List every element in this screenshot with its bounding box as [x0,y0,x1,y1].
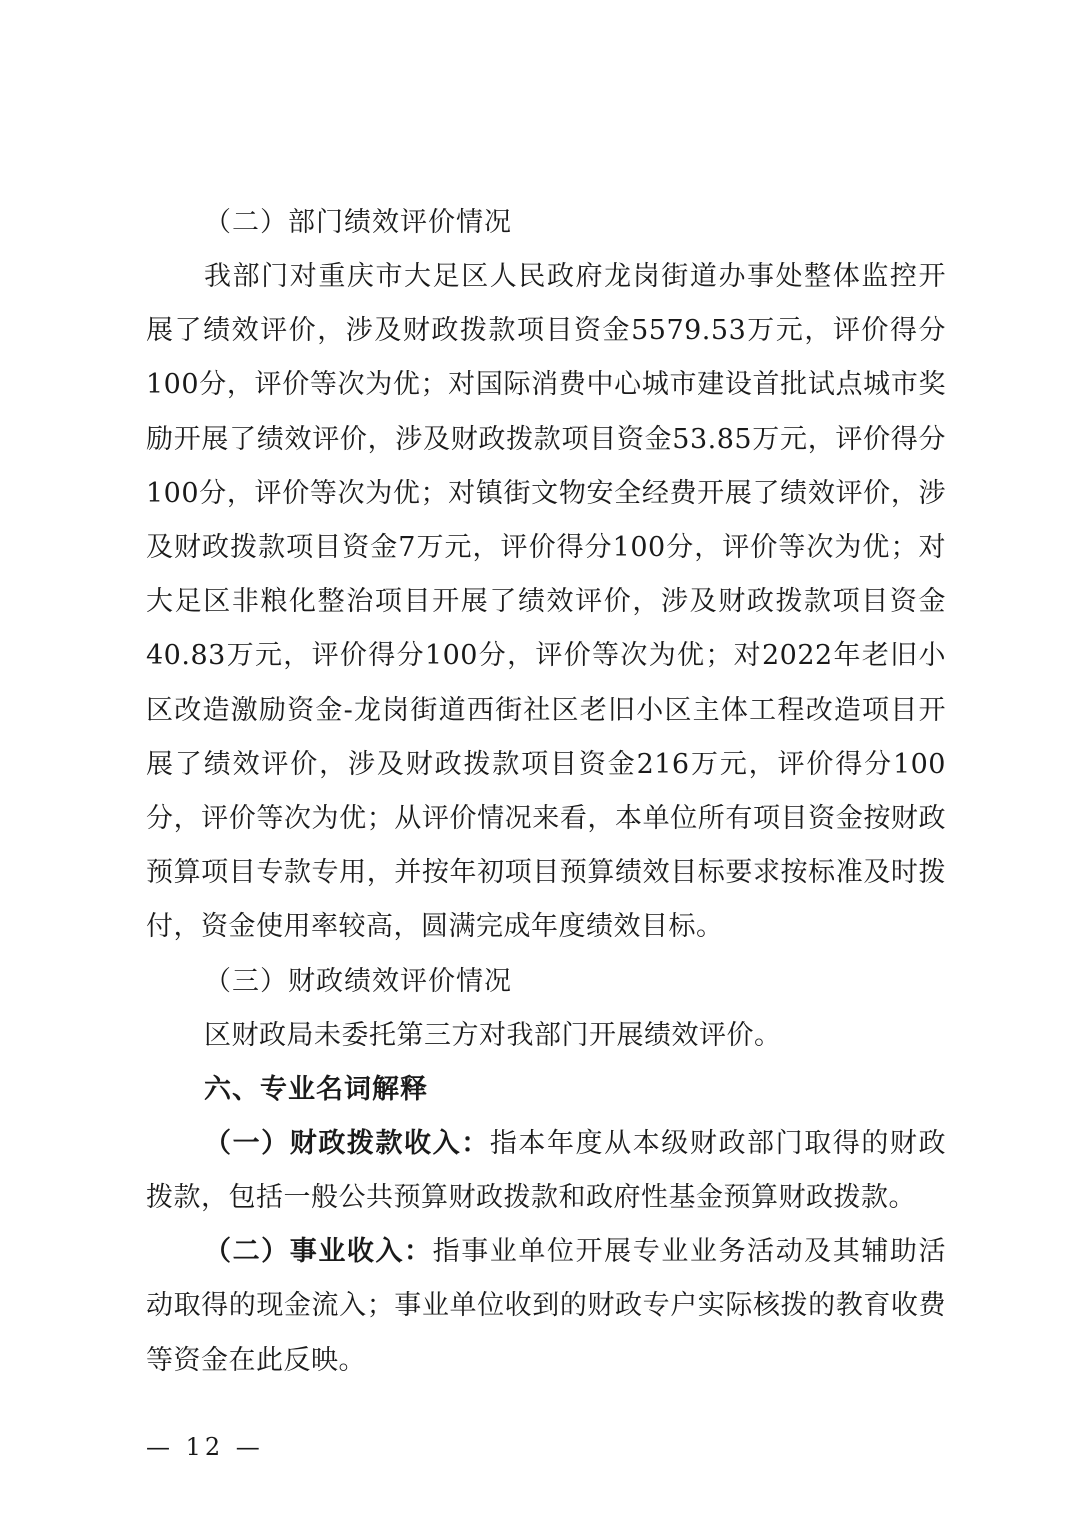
term-definition-business-income [146,1225,946,1388]
term-description: 指本年度从本级财政部门取得的财政拨款，包括一般公共预算财政拨款和政府性基金预算财政拨款。 [146,1127,947,1214]
term-label: （一）财政拨款收入： [204,1127,490,1159]
section-heading-terminology: 六、专业名词解释 [204,1073,428,1105]
section-heading-finance-evaluation: （三）财政绩效评价情况 [204,965,512,997]
finance-evaluation-paragraph: 区财政局未委托第三方对我部门开展绩效评价。 [204,1019,782,1051]
term-label: （二）事业收入： [204,1236,433,1268]
term-description: 指事业单位开展专业业务活动及其辅助活动取得的现金流入；事业单位收到的财政专户实际核拨的教育收费等资金在此反映。 [146,1236,946,1376]
department-evaluation-paragraph: 我部门对重庆市大足区人民政府龙岗街道办事处整体监控开展了绩效评价，涉及财政拨款项目资金5579.53万元，评价得分100分，评价等次为优；对国际消费中心城市建设首批试点城市奖励开展了绩效评价，涉及财政拨款项目资金53.85万元，评价得分100分，评价等次为优；对镇街文物安全经费开展了绩效评价，涉及财政拨款项目资金7万元，评价得分100分，评价等次为优；对大足区非粮化整治项目开展了绩效评价，涉及财政拨款项目资金40.83万元，评价得分100分，评价等次为优；对2022年老旧小区改造激励资金-龙岗街道西街社区老旧小区主体工程改造项目开展了绩效评价，涉及财政拨款项目资金216万元，评价得分100分，评价等次为优；从评价情况来看，本单位所有项目资金按财政预算项目专款专用，并按年初项目预算绩效目标要求按标准及时拨付，资金使用率较高，圆满完成年度绩效目标。 [146,261,946,943]
document-page [146,196,946,1388]
section-heading-department-evaluation: （二）部门绩效评价情况 [204,207,512,238]
page-number: — 12 — [146,1433,264,1461]
term-definition-fiscal-appropriation [146,1117,946,1225]
